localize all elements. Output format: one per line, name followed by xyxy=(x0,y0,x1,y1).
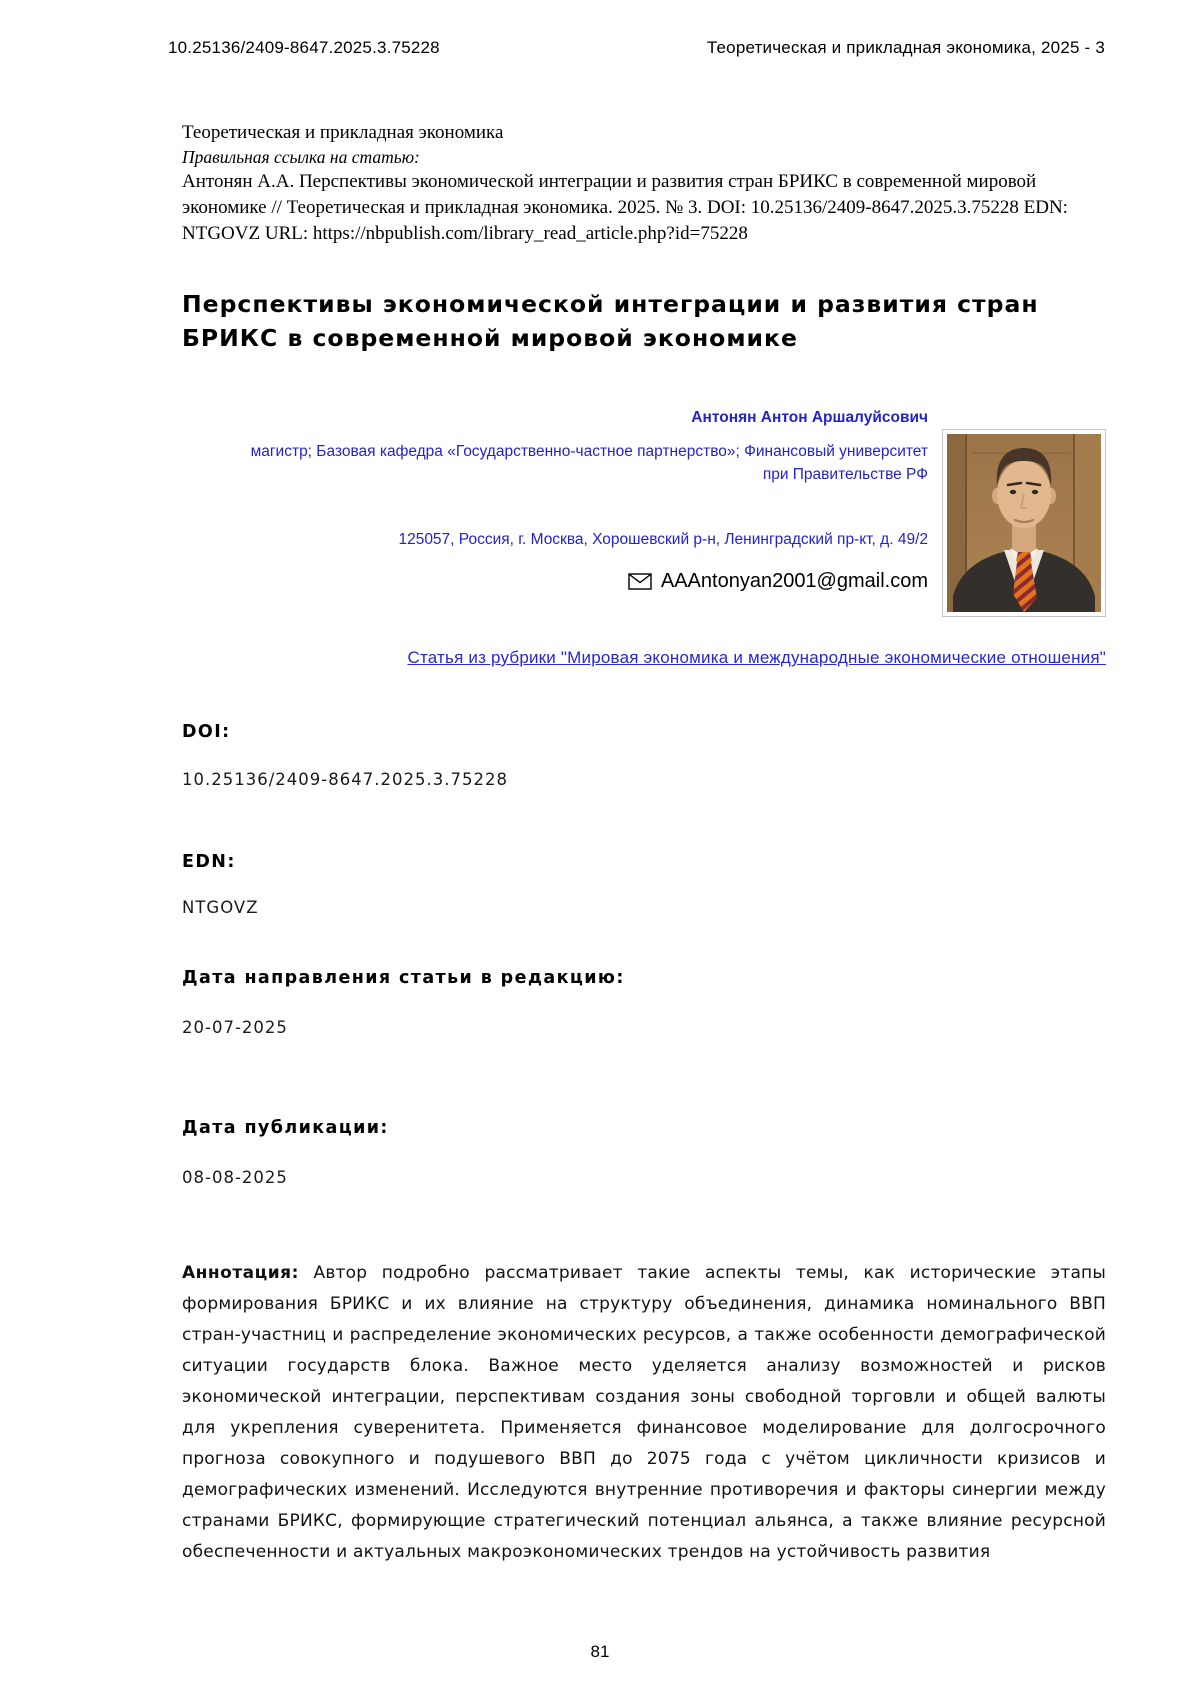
citation-reference: Антонян А.А. Перспективы экономической интеграции и развития стран БРИКС в современной мировой экономике // Теоретическая и прикладная экономика. 2025. № 3. DOI: 10.25136/2409-8647.2025.3.75228 EDN: NTGOVZ URL: https://nbpublish.com/library_read_article.php?id=75228 xyxy=(182,171,1068,244)
submission-date-label: Дата направления статьи в редакцию: xyxy=(182,968,625,988)
running-head xyxy=(168,38,1105,58)
citation-note: Правильная ссылка на статью: xyxy=(182,147,420,167)
abstract xyxy=(182,1258,1106,1568)
citation-journal-name: Теоретическая и прикладная экономика xyxy=(182,122,504,143)
running-head-doi: 10.25136/2409-8647.2025.3.75228 xyxy=(168,38,440,57)
publication-date-value: 08-08-2025 xyxy=(182,1168,288,1187)
author-email-row xyxy=(182,569,928,593)
publication-date-label: Дата публикации: xyxy=(182,1118,389,1138)
page-number: 81 xyxy=(590,1642,610,1661)
envelope-icon xyxy=(628,573,652,590)
doi-label: DOI: xyxy=(182,722,231,742)
running-head-journal-issue: Теоретическая и прикладная экономика, 2025 - 3 xyxy=(706,38,1105,57)
rubric-link[interactable]: Статья из рубрики "Мировая экономика и международные экономические отношения" xyxy=(407,648,1106,667)
author-photo xyxy=(942,429,1106,617)
abstract-text: Автор подробно рассматривает такие аспекты темы, как исторические этапы формирования БРИКС и их влияние на структуру объединения, динамика номинального ВВП стран-участниц и распределение экономических ресурсов, а также особенности демографической ситуации государств блока. Важное место уделяется анализу возможностей и рисков экономической интеграции, перспективам создания зоны свободной торговли и общей валюты для укрепления суверенитета. Применяется финансовое моделирование для долгосрочного прогноза совокупного и подушевого ВВП до 2075 года с учётом цикличности кризисов и демографических изменений. Исследуются внутренние противоречия и факторы синергии между странами БРИКС, формирующие стратегический потенциал альянса, а также влияние ресурсной обеспеченности и актуальных макроэкономических трендов на устойчивость развития xyxy=(182,1263,1106,1562)
author-email: AAAntonyan2001@gmail.com xyxy=(660,570,928,592)
article-title: Перспективы экономической интеграции и развития стран БРИКС в современной мировой экономике xyxy=(182,290,1039,352)
author-affiliation: магистр; Базовая кафедра «Государственно-частное партнерство»; Финансовый университет при Правительстве РФ xyxy=(250,443,928,483)
doi-value: 10.25136/2409-8647.2025.3.75228 xyxy=(182,770,508,789)
author-name: Антонян Антон Аршалуйсович xyxy=(691,409,928,426)
edn-label: EDN: xyxy=(182,852,236,872)
abstract-label: Аннотация: xyxy=(182,1263,299,1283)
submission-date-value: 20-07-2025 xyxy=(182,1018,288,1037)
author-address: 125057, Россия, г. Москва, Хорошевский р-н, Ленинградский пр-кт, д. 49/2 xyxy=(398,531,928,548)
author-info xyxy=(182,408,928,593)
rubric-row xyxy=(182,648,1106,668)
edn-value: NTGOVZ xyxy=(182,898,259,917)
citation-block xyxy=(182,120,1106,247)
